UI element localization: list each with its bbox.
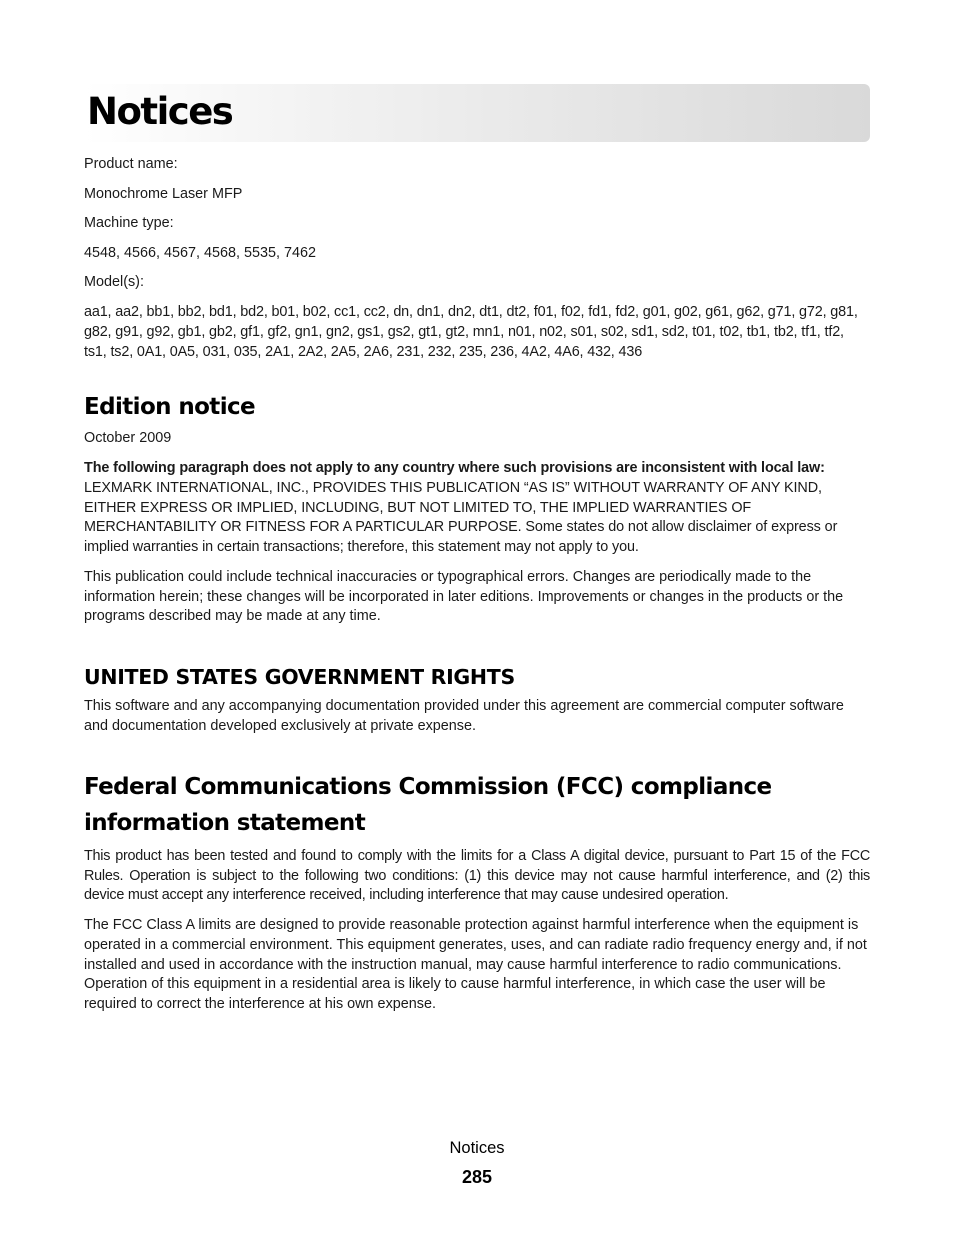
fcc-paragraph-2: The FCC Class A limits are designed to provide reasonable protection against harmful interference when the equipment is operated in a commercial environment. This equipment generates, uses, and can radiate radio frequency energy and, if not installed and used in accordance with the instruction manual, may cause harmful interference to radio communications. Operation of this equipment in a residential area is likely to cause harmful interference, in which case the user will be required to correct the interference at his own expense. bbox=[84, 916, 867, 1013]
edition-notice-section bbox=[84, 392, 870, 627]
title-bar bbox=[84, 84, 870, 142]
edition-date: October 2009 bbox=[84, 430, 172, 447]
disclaimer-paragraph bbox=[84, 459, 870, 558]
machine-type-value: 4548, 4566, 4567, 4568, 5535, 7462 bbox=[84, 244, 317, 261]
models-label: Model(s): bbox=[84, 274, 144, 291]
publication-note: This publication could include technical inaccuracies or typographical errors. Changes are periodically made to the information herein; these changes will be incorporated in later editions. Improvements or changes in the products or the programs described may be made at any time. bbox=[84, 568, 844, 625]
us-government-rights-heading: UNITED STATES GOVERNMENT RIGHTS bbox=[84, 665, 515, 690]
product-name-label: Product name: bbox=[84, 156, 178, 172]
edition-notice-heading: Edition notice bbox=[84, 394, 256, 421]
us-government-rights-text: This software and any accompanying documentation provided under this agreement are commercial computer software and documentation developed exclusively at private expense. bbox=[84, 698, 844, 734]
fcc-heading: Federal Communications Commission (FCC) compliance information statement bbox=[84, 773, 772, 836]
footer-label: Notices bbox=[449, 1139, 505, 1157]
machine-type-label: Machine type: bbox=[84, 215, 174, 232]
page-content bbox=[84, 155, 870, 1015]
models-value: aa1, aa2, bb1, bb2, bd1, bd2, b01, b02, cc1, cc2, dn, dn1, dn2, dt1, dt2, f01, f02, fd1, fd2, g01, g02, g61, g62, g71, g72, g81, g82, g91, g92, gb1, gb2, gf1, gf2, gn1, gn2, gs1, gs2, gt1, gt2, mn1, n01, n02, s01, s02, sd1, sd2, t01, t02, tb1, tb2, tf1, tf2, ts1, ts2, 0A1, 0A5, 031, 035, 2A1, 2A2, 2A5, 2A6, 231, 232, 235, 236, 4A2, 4A6, 432, 436 bbox=[84, 303, 858, 360]
disclaimer-text: LEXMARK INTERNATIONAL, INC., PROVIDES THIS PUBLICATION “AS IS” WITHOUT WARRANTY OF ANY KIND, EITHER EXPRESS OR IMPLIED, INCLUDING, BUT NOT LIMITED TO, THE IMPLIED WARRANTIES OF MERCHANTABILITY OR FITNESS FOR A PARTICULAR PURPOSE. Some states do not allow disclaimer of express or implied warranties in certain transactions; therefore, this statement may not apply to you. bbox=[84, 479, 838, 556]
product-info-section bbox=[84, 155, 870, 362]
us-government-rights-section bbox=[84, 663, 870, 737]
product-name-value: Monochrome Laser MFP bbox=[84, 185, 243, 202]
disclaimer-bold: The following paragraph does not apply to any country where such provisions are inconsistent with local law: bbox=[84, 459, 825, 476]
fcc-section bbox=[84, 769, 870, 1015]
page-number: 285 bbox=[461, 1167, 493, 1187]
fcc-paragraph-1: This product has been tested and found to comply with the limits for a Class A digital device, pursuant to Part 15 of the FCC Rules. Operation is subject to the following two conditions: (1) this device may not cause harmful interference, and (2) this device must accept any interference received, including interference that may cause undesired operation. bbox=[84, 847, 870, 904]
page-title: Notices bbox=[87, 90, 233, 133]
